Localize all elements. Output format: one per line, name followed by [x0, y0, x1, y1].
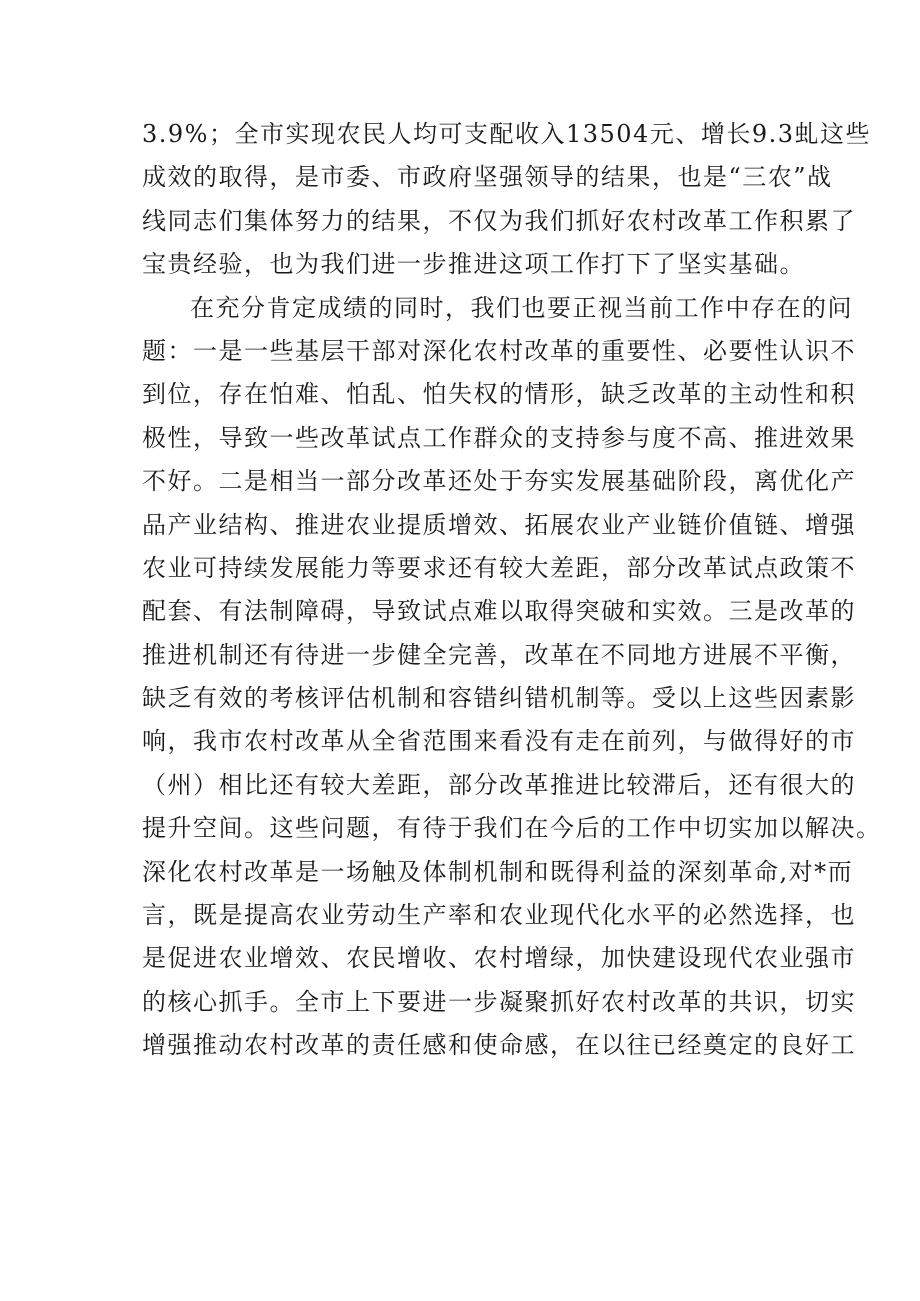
text-line: 极性，导致一些改革试点工作群众的支持参与度不高、推进效果	[142, 423, 856, 452]
text-line: 品产业结构、推进农业提质增效、拓展农业产业链价值链、增强	[142, 510, 856, 539]
text-line: 3.9%；全市实现农民人均可支配收入13504元、增长9.3虬这些	[142, 120, 871, 148]
text-line: 提升空间。这些问题，有待于我们在今后的工作中切实加以解决。	[142, 814, 882, 843]
body-text	[142, 113, 882, 1068]
text-line: 缺乏有效的考核评估机制和容错纠错机制等。受以上这些因素影	[142, 684, 856, 713]
text-line: 题：一是一些基层干部对深化农村改革的重要性、必要性认识不	[142, 336, 856, 365]
text-line: 到位，存在怕难、怕乱、怕失权的情形，缺乏改革的主动性和积	[142, 380, 856, 409]
text-line: 深化农村改革是一场触及体制机制和既得利益的深刻革命,对*而	[142, 857, 854, 886]
text-line: 响，我市农村改革从全省范围来看没有走在前列，与做得好的市	[142, 727, 856, 756]
text-line: 是促进农业增效、农民增收、农村增绿，加快建设现代农业强市	[142, 944, 856, 973]
text-line: 农业可持续发展能力等要求还有较大差距，部分改革试点政策不	[142, 553, 856, 582]
text-line: 不好。二是相当一部分改革还处于夯实发展基础阶段，离优化产	[142, 467, 856, 496]
text-line: 增强推动农村改革的责任感和使命感，在以往已经奠定的良好工	[142, 1031, 856, 1060]
text-line: 配套、有法制障碍，导致试点难以取得突破和实效。三是改革的	[142, 597, 856, 626]
text-line: 的核心抓手。全市上下要进一步凝聚抓好农村改革的共识，切实	[142, 987, 856, 1016]
text-line: 宝贵经验，也为我们进一步推进这项工作打下了坚实基础。	[142, 250, 805, 279]
text-line: 言，既是提高农业劳动生产率和农业现代化水平的必然选择，也	[142, 901, 856, 930]
text-line: 推进机制还有待进一步健全完善，改革在不同地方进展不平衡，	[142, 640, 856, 669]
text-line: 线同志们集体努力的结果，不仅为我们抓好农村改革工作积累了	[142, 206, 856, 235]
paragraph-first-line: 在充分肯定成绩的同时，我们也要正视当前工作中存在的问	[190, 293, 853, 322]
text-line: （州）相比还有较大差距，部分改革推进比较滞后，还有很大的	[142, 770, 856, 799]
text-line: 成效的取得，是市委、市政府坚强领导的结果，也是“三农”战	[142, 163, 833, 192]
